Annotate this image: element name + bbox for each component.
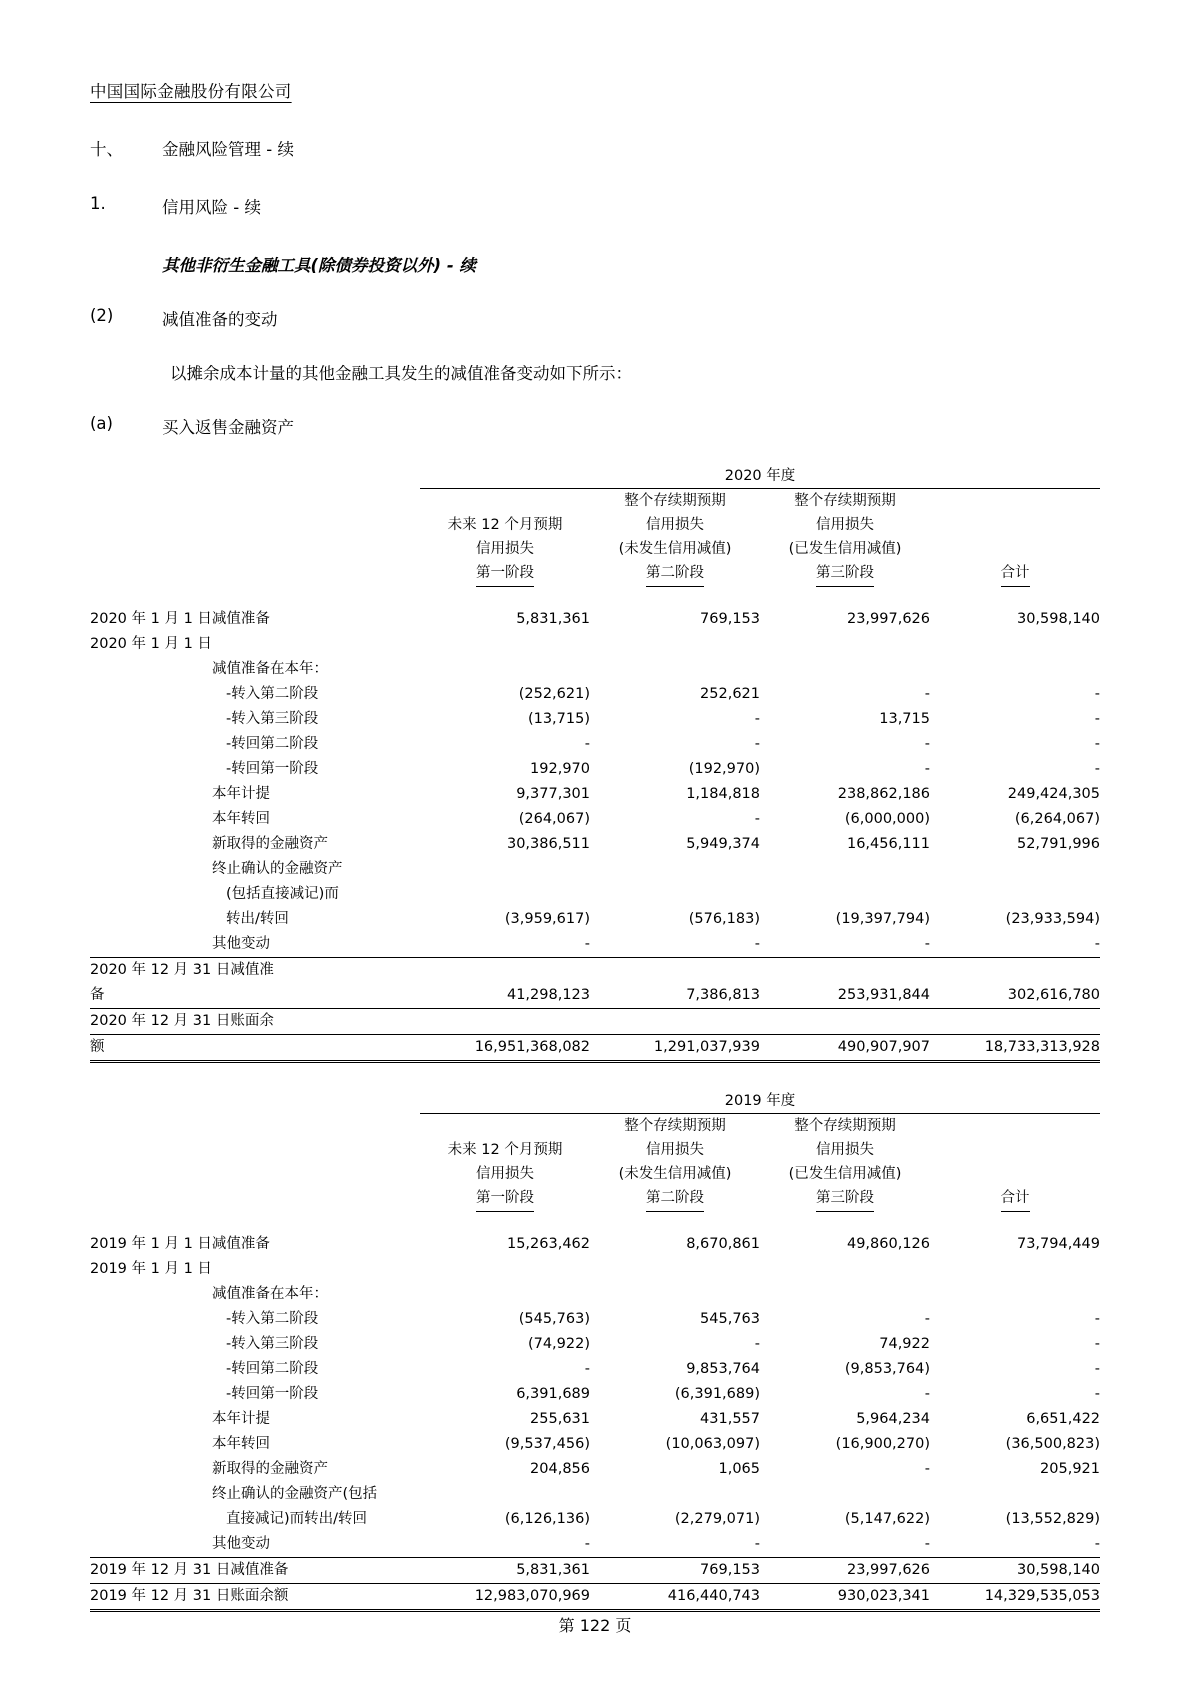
table-row-label: 2019 年 1 月 1 日减值准备 <box>90 1236 270 1252</box>
table-cell-value <box>590 857 760 882</box>
table-cell-value <box>590 1282 760 1307</box>
subsection-number: 1. <box>90 194 106 213</box>
table-cell-value: - <box>584 1361 590 1377</box>
table-row-label: 2019 年 12 月 31 日账面余额 <box>90 1584 420 1611</box>
table-cell-value <box>930 1282 1100 1307</box>
table-cell-value: 74,922 <box>879 1336 930 1352</box>
table-cell-value <box>420 882 590 907</box>
table-cell-value: 73,794,449 <box>1016 1236 1101 1252</box>
page-footer: 第 122 页 <box>558 1616 632 1635</box>
table-cell-value <box>930 857 1100 882</box>
table-cell-value <box>420 1282 590 1307</box>
table-cell-value: 302,616,780 <box>930 983 1100 1009</box>
table-row-label: -转回第一阶段 <box>226 761 319 777</box>
table-cell-value: (576,183) <box>688 911 760 927</box>
table-cell-value: (6,391,689) <box>674 1386 760 1402</box>
table-header-blank <box>90 1114 420 1212</box>
table-cell-value: 255,631 <box>530 1411 590 1427</box>
table-year-header-row <box>90 464 1100 489</box>
table-cell-value: (192,970) <box>688 761 760 777</box>
intro-paragraph: 以摊余成本计量的其他金融工具发生的减值准备变动如下所示： <box>170 364 632 383</box>
table-row <box>90 757 1100 782</box>
table-row-label: 其他变动 <box>90 1532 420 1558</box>
table-row <box>90 1507 1100 1532</box>
table-cell-value: - <box>924 736 930 752</box>
table-cell-value: (9,853,764) <box>844 1361 930 1377</box>
table-cell-value <box>760 1482 930 1507</box>
italic-heading-spacer <box>90 252 162 276</box>
table-cell-value <box>930 1009 1100 1035</box>
table-row-label: -转入第二阶段 <box>226 1311 319 1327</box>
table-row-label: -转回第二阶段 <box>226 736 319 752</box>
table-cell-value: 13,715 <box>879 711 930 727</box>
table-cell-value: 8,670,861 <box>686 1236 760 1252</box>
table-row <box>90 1009 1100 1035</box>
table-cell-value: 769,153 <box>700 611 760 627</box>
table-cell-value: - <box>754 1336 760 1352</box>
table-row-label: -转入第二阶段 <box>226 686 319 702</box>
table-cell-value <box>760 632 930 657</box>
table-column-header: 整个存续期预期 信用损失 (已发生信用减值) 第三阶段 <box>760 489 930 587</box>
table-row-label: 本年计提 <box>212 1411 270 1427</box>
table-row <box>90 682 1100 707</box>
table-cell-value: - <box>1094 736 1101 752</box>
table-cell-value: 15,263,462 <box>506 1236 590 1252</box>
table-column-header-row <box>90 489 1100 587</box>
table-cell-value: - <box>1094 1336 1101 1352</box>
table-cell-value <box>930 632 1100 657</box>
table-spacer-row <box>90 1212 1100 1232</box>
table-row <box>90 1232 1100 1257</box>
table-cell-value <box>590 632 760 657</box>
subsection-title: 信用风险 - 续 <box>162 198 261 217</box>
table-row-label: 新取得的金融资产 <box>212 836 328 852</box>
item-heading <box>90 306 1100 330</box>
table-cell-value <box>590 1009 760 1035</box>
table-cell-value: (13,552,829) <box>1005 1511 1101 1527</box>
table-cell-value: 14,329,535,053 <box>930 1584 1100 1611</box>
financial-table <box>90 464 1100 1063</box>
table-row <box>90 707 1100 732</box>
table-cell-value <box>590 1257 760 1282</box>
table-column-header: 整个存续期预期 信用损失 (已发生信用减值) 第三阶段 <box>760 1114 930 1212</box>
table-row <box>90 1584 1100 1611</box>
table-row <box>90 1382 1100 1407</box>
table-cell-value: 5,831,361 <box>516 611 590 627</box>
table-cell-value: - <box>590 932 760 958</box>
table-cell-value: (6,126,136) <box>504 1511 590 1527</box>
table-cell-value: - <box>420 1532 590 1558</box>
table-row <box>90 882 1100 907</box>
table-cell-value: (264,067) <box>518 811 590 827</box>
table-cell-value: 16,951,368,082 <box>420 1035 590 1062</box>
table-cell-value <box>420 958 590 984</box>
table-row <box>90 1332 1100 1357</box>
table-year-header-row <box>90 1089 1100 1114</box>
table-cell-value: - <box>590 1532 760 1558</box>
table-row-label: 备 <box>90 983 420 1009</box>
table-cell-value: 1,184,818 <box>686 786 760 802</box>
table-row <box>90 832 1100 857</box>
table-cell-value <box>590 882 760 907</box>
table-row-label: -转入第三阶段 <box>226 1336 319 1352</box>
table-row <box>90 857 1100 882</box>
table-cell-value: - <box>760 1532 930 1558</box>
table-cell-value: 23,997,626 <box>760 1558 930 1584</box>
table-cell-value <box>590 1482 760 1507</box>
table-cell-value: - <box>924 1461 930 1477</box>
table-corner-cell <box>90 1089 420 1114</box>
table-cell-value: 6,391,689 <box>516 1386 590 1402</box>
table-cell-value <box>760 882 930 907</box>
table-cell-value: 930,023,341 <box>760 1584 930 1611</box>
table-cell-value: 490,907,907 <box>760 1035 930 1062</box>
table-cell-value <box>930 958 1100 984</box>
table-cell-value: 431,557 <box>700 1411 760 1427</box>
table-row <box>90 958 1100 984</box>
table-cell-value <box>760 657 930 682</box>
table-cell-value <box>930 1257 1100 1282</box>
company-name: 中国国际金融股份有限公司 <box>90 82 292 101</box>
table-row <box>90 1407 1100 1432</box>
table-row-label: 直接减记)而转出/转回 <box>226 1511 368 1527</box>
table-cell-value: - <box>754 711 760 727</box>
table-cell-value <box>760 958 930 984</box>
table-cell-value: 9,853,764 <box>686 1361 760 1377</box>
table-row <box>90 1357 1100 1382</box>
table-cell-value: (23,933,594) <box>1005 911 1101 927</box>
table-cell-value: (10,063,097) <box>665 1436 760 1452</box>
table-row-label: 终止确认的金融资产 <box>212 861 343 877</box>
table-row <box>90 907 1100 932</box>
table-cell-value: 252,621 <box>700 686 760 702</box>
table-year-title: 2019 年度 <box>420 1089 1100 1114</box>
table-row-label: 其他变动 <box>90 932 420 958</box>
table-row-label: 2020 年 1 月 1 日减值准备 <box>90 611 270 627</box>
table-row <box>90 1282 1100 1307</box>
table-cell-value: 5,831,361 <box>420 1558 590 1584</box>
table-row <box>90 782 1100 807</box>
table-cell-value <box>420 657 590 682</box>
table-row <box>90 632 1100 657</box>
table-row-label: 2019 年 12 月 31 日减值准备 <box>90 1558 420 1584</box>
table-cell-value <box>930 1482 1100 1507</box>
subsection-heading <box>90 194 1100 218</box>
item-number: (2) <box>90 306 114 325</box>
table-row-label: 终止确认的金融资产(包括 <box>212 1486 378 1502</box>
table-cell-value: - <box>1094 1311 1101 1327</box>
table-cell-value: 238,862,186 <box>837 786 930 802</box>
table-cell-value: - <box>754 811 760 827</box>
table-row-label: 2020 年 1 月 1 日 <box>90 636 212 652</box>
table-cell-value <box>420 1257 590 1282</box>
table-column-header-row <box>90 1114 1100 1212</box>
table-row <box>90 983 1100 1009</box>
table-cell-value: 30,598,140 <box>930 1558 1100 1584</box>
table-cell-value: - <box>924 761 930 777</box>
table-cell-value: 16,456,111 <box>846 836 930 852</box>
table-cell-value: 253,931,844 <box>760 983 930 1009</box>
table-spacer-row <box>90 587 1100 607</box>
sub-item-title: 买入返售金融资产 <box>162 418 294 437</box>
table-row <box>90 1532 1100 1558</box>
table-cell-value: 23,997,626 <box>846 611 930 627</box>
italic-heading: 其他非衍生金融工具(除债券投资以外) - 续 <box>162 256 476 275</box>
table-cell-value: - <box>924 1386 930 1402</box>
table-cell-value: 7,386,813 <box>590 983 760 1009</box>
financial-table <box>90 1089 1100 1612</box>
table-cell-value: (2,279,071) <box>674 1511 760 1527</box>
table-column-header: 合计 <box>930 1114 1100 1212</box>
table-cell-value: (3,959,617) <box>504 911 590 927</box>
table-cell-value <box>760 1257 930 1282</box>
table-row-label: 2020 年 12 月 31 日账面余 <box>90 1013 274 1029</box>
table-cell-value: 41,298,123 <box>420 983 590 1009</box>
table-cell-value: 249,424,305 <box>1007 786 1101 802</box>
table-cell-value: 30,598,140 <box>1016 611 1101 627</box>
table-cell-value: 12,983,070,969 <box>420 1584 590 1611</box>
table-cell-value: (13,715) <box>527 711 590 727</box>
table-column-header: 未来 12 个月预期 信用损失 第一阶段 <box>420 489 590 587</box>
table-cell-value <box>760 1009 930 1035</box>
table-cell-value <box>420 632 590 657</box>
table-row <box>90 1558 1100 1584</box>
table-column-header: 未来 12 个月预期 信用损失 第一阶段 <box>420 1114 590 1212</box>
table-cell-value: - <box>1094 1386 1101 1402</box>
table-cell-value: 30,386,511 <box>506 836 590 852</box>
table-row <box>90 607 1100 632</box>
table-cell-value <box>930 882 1100 907</box>
table-cell-value: (16,900,270) <box>835 1436 930 1452</box>
table-cell-value: 49,860,126 <box>846 1236 930 1252</box>
section-title: 金融风险管理 - 续 <box>162 140 294 159</box>
table-cell-value: 6,651,422 <box>1026 1411 1101 1427</box>
table-row <box>90 807 1100 832</box>
table-cell-value: - <box>1094 711 1101 727</box>
table-cell-value: - <box>924 686 930 702</box>
table-cell-value: 1,291,037,939 <box>590 1035 760 1062</box>
table-cell-value: 5,949,374 <box>686 836 760 852</box>
table-cell-value <box>590 958 760 984</box>
table-row <box>90 1457 1100 1482</box>
section-heading <box>90 136 1100 160</box>
table-cell-value: 545,763 <box>700 1311 760 1327</box>
table-cell-value: - <box>1094 1361 1101 1377</box>
table-cell-value: - <box>760 932 930 958</box>
table-cell-value: 5,964,234 <box>856 1411 930 1427</box>
table-cell-value: 204,856 <box>530 1461 590 1477</box>
table-row <box>90 732 1100 757</box>
table-cell-value <box>760 1282 930 1307</box>
table-row <box>90 1482 1100 1507</box>
table-cell-value <box>420 1482 590 1507</box>
table-cell-value: (9,537,456) <box>504 1436 590 1452</box>
table-corner-cell <box>90 464 420 489</box>
table-cell-value: 18,733,313,928 <box>930 1035 1100 1062</box>
table-row-label: 本年转回 <box>212 811 270 827</box>
table-cell-value: 192,970 <box>530 761 590 777</box>
table-column-header: 合计 <box>930 489 1100 587</box>
section-number: 十、 <box>90 140 123 159</box>
table-row <box>90 657 1100 682</box>
table-cell-value: 9,377,301 <box>516 786 590 802</box>
table-row <box>90 1257 1100 1282</box>
table-year-title: 2020 年度 <box>420 464 1100 489</box>
table-column-header: 整个存续期预期 信用损失 (未发生信用减值) 第二阶段 <box>590 489 760 587</box>
table-cell-value: - <box>924 1311 930 1327</box>
table-cell-value: (545,763) <box>518 1311 590 1327</box>
table-cell-value: 205,921 <box>1040 1461 1101 1477</box>
table-row-label: 2019 年 1 月 1 日 <box>90 1261 212 1277</box>
table-header-blank <box>90 489 420 587</box>
table-row-label: 本年计提 <box>212 786 270 802</box>
table-cell-value: (6,264,067) <box>1014 811 1101 827</box>
table-row <box>90 1307 1100 1332</box>
table-row-label: -转回第一阶段 <box>226 1386 319 1402</box>
table-row <box>90 1432 1100 1457</box>
table-row-label: 减值准备在本年： <box>212 1286 328 1302</box>
table-cell-value: - <box>930 1532 1100 1558</box>
table-cell-value: 416,440,743 <box>590 1584 760 1611</box>
tables-container <box>90 464 1100 1612</box>
table-row-label: 2020 年 12 月 31 日减值准 <box>90 962 274 978</box>
table-cell-value: - <box>420 932 590 958</box>
table-cell-value <box>590 657 760 682</box>
table-cell-value: 769,153 <box>590 1558 760 1584</box>
table-cell-value <box>420 857 590 882</box>
table-row-label: 本年转回 <box>212 1436 270 1452</box>
table-cell-value: - <box>1094 686 1101 702</box>
table-cell-value <box>420 1009 590 1035</box>
table-row-label: 额 <box>90 1035 420 1062</box>
table-cell-value: - <box>930 932 1100 958</box>
table-cell-value <box>930 657 1100 682</box>
table-row-label: 转出/转回 <box>226 911 289 927</box>
table-cell-value <box>760 857 930 882</box>
sub-item-number: (a) <box>90 414 113 433</box>
table-row <box>90 932 1100 958</box>
table-cell-value: (252,621) <box>518 686 590 702</box>
table-cell-value: (6,000,000) <box>844 811 930 827</box>
table-cell-value: 1,065 <box>718 1461 760 1477</box>
table-row-label: 新取得的金融资产 <box>212 1461 328 1477</box>
table-cell-value: (74,922) <box>527 1336 590 1352</box>
italic-heading-row <box>90 252 1100 276</box>
table-row-label: (包括直接减记)而 <box>226 886 339 902</box>
table-row <box>90 1035 1100 1062</box>
sub-item-heading <box>90 414 1100 438</box>
item-title: 减值准备的变动 <box>162 310 278 329</box>
table-cell-value: (5,147,622) <box>844 1511 930 1527</box>
table-row-label: 减值准备在本年： <box>212 661 328 677</box>
table-cell-value: (36,500,823) <box>1005 1436 1101 1452</box>
table-cell-value: - <box>584 736 590 752</box>
table-column-header: 整个存续期预期 信用损失 (未发生信用减值) 第二阶段 <box>590 1114 760 1212</box>
table-cell-value: 52,791,996 <box>1016 836 1101 852</box>
table-cell-value: - <box>1094 761 1101 777</box>
table-cell-value: (19,397,794) <box>835 911 930 927</box>
table-row-label: -转回第二阶段 <box>226 1361 319 1377</box>
table-cell-value: - <box>754 736 760 752</box>
table-row-label: -转入第三阶段 <box>226 711 319 727</box>
